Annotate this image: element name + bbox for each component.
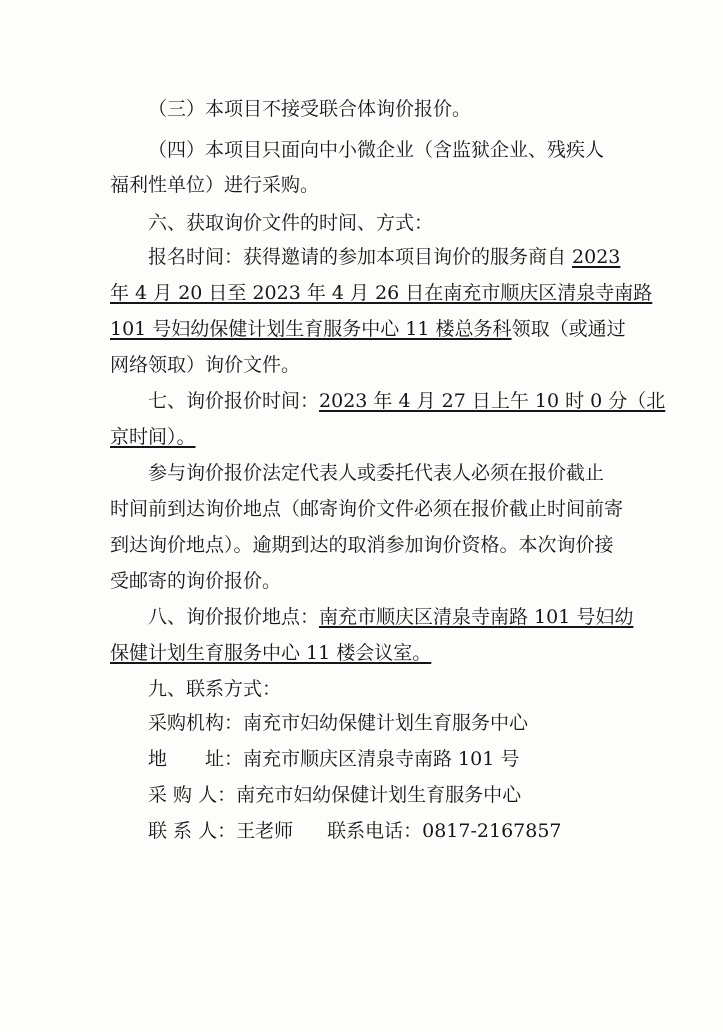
registration-place: 101 号妇幼保健计划生育服务中心 11 楼总务科: [110, 318, 512, 340]
contact-org-label: 采购机构：: [148, 712, 244, 734]
attendance-para-line1: 参与询价报价法定代表人或委托代表人必须在报价截止: [148, 462, 605, 484]
registration-time-text: 报名时间：获得邀请的参加本项目询价的服务商自: [148, 246, 573, 268]
registration-time-line3: [110, 316, 723, 342]
attendance-para-line2: 时间前到达询价地点（邮寄询价文件必须在报价截止时间前寄: [110, 498, 624, 520]
contact-person-label: 联 系 人：: [148, 820, 237, 842]
contact-phone-value: 0817-2167857: [422, 820, 562, 842]
quote-location: 南充市顺庆区清泉寺南路 101 号妇幼: [319, 606, 634, 628]
section-nine-heading: 九、联系方式：: [148, 678, 282, 700]
registration-time-line1: [0, 244, 723, 270]
contact-person-value: 王老师: [236, 820, 294, 842]
contact-person-row: [148, 818, 723, 844]
contact-buyer-label: 采 购 人：: [148, 784, 237, 806]
registration-method: 领取（或通过: [511, 318, 626, 340]
contact-buyer-row: [148, 782, 723, 808]
section-seven-heading: 七、询价报价时间：: [148, 390, 320, 412]
registration-period: 年 4 月 20 日至 2023 年 4 月 26 日在南充市顺庆区清泉寺南路: [110, 282, 653, 304]
contact-addr-label: 地 址：: [148, 748, 244, 770]
section-eight-cont: [110, 640, 723, 666]
contact-buyer-value: 南充市妇幼保健计划生育服务中心: [236, 784, 522, 806]
quote-time: 2023 年 4 月 27 日上午 10 时 0 分（北: [319, 390, 666, 412]
registration-year: 2023: [572, 246, 621, 268]
section-seven-cont: [110, 424, 723, 450]
clause-four-cont: 福利性单位）进行采购。: [110, 174, 320, 196]
contact-phone-label: 联系电话：: [327, 820, 423, 842]
contact-org-row: [148, 710, 723, 736]
section-eight: [148, 604, 723, 630]
attendance-para-line3: 到达询价地点）。逾期到达的取消参加询价资格。本次询价接: [110, 534, 614, 556]
contact-org-value: 南充市妇幼保健计划生育服务中心: [243, 712, 529, 734]
registration-time-line4: 网络领取）询价文件。: [110, 354, 301, 376]
registration-time-line2: [110, 280, 723, 306]
section-seven: [148, 388, 723, 414]
attendance-para-line4: 受邮寄的询价报价。: [110, 570, 282, 592]
contact-addr-row: [148, 746, 723, 772]
section-six-heading: 六、获取询价文件的时间、方式：: [148, 212, 434, 234]
quote-location-cont: 保健计划生育服务中心 11 楼会议室。: [110, 642, 432, 664]
clause-three: （三）本项目不接受联合体询价报价。: [148, 98, 472, 120]
contact-addr-value: 南充市顺庆区清泉寺南路 101 号: [243, 748, 520, 770]
quote-time-cont: 京时间）。: [110, 426, 196, 448]
clause-four: （四）本项目只面向中小微企业（含监狱企业、残疾人: [148, 139, 605, 161]
section-eight-heading: 八、询价报价地点：: [148, 606, 320, 628]
